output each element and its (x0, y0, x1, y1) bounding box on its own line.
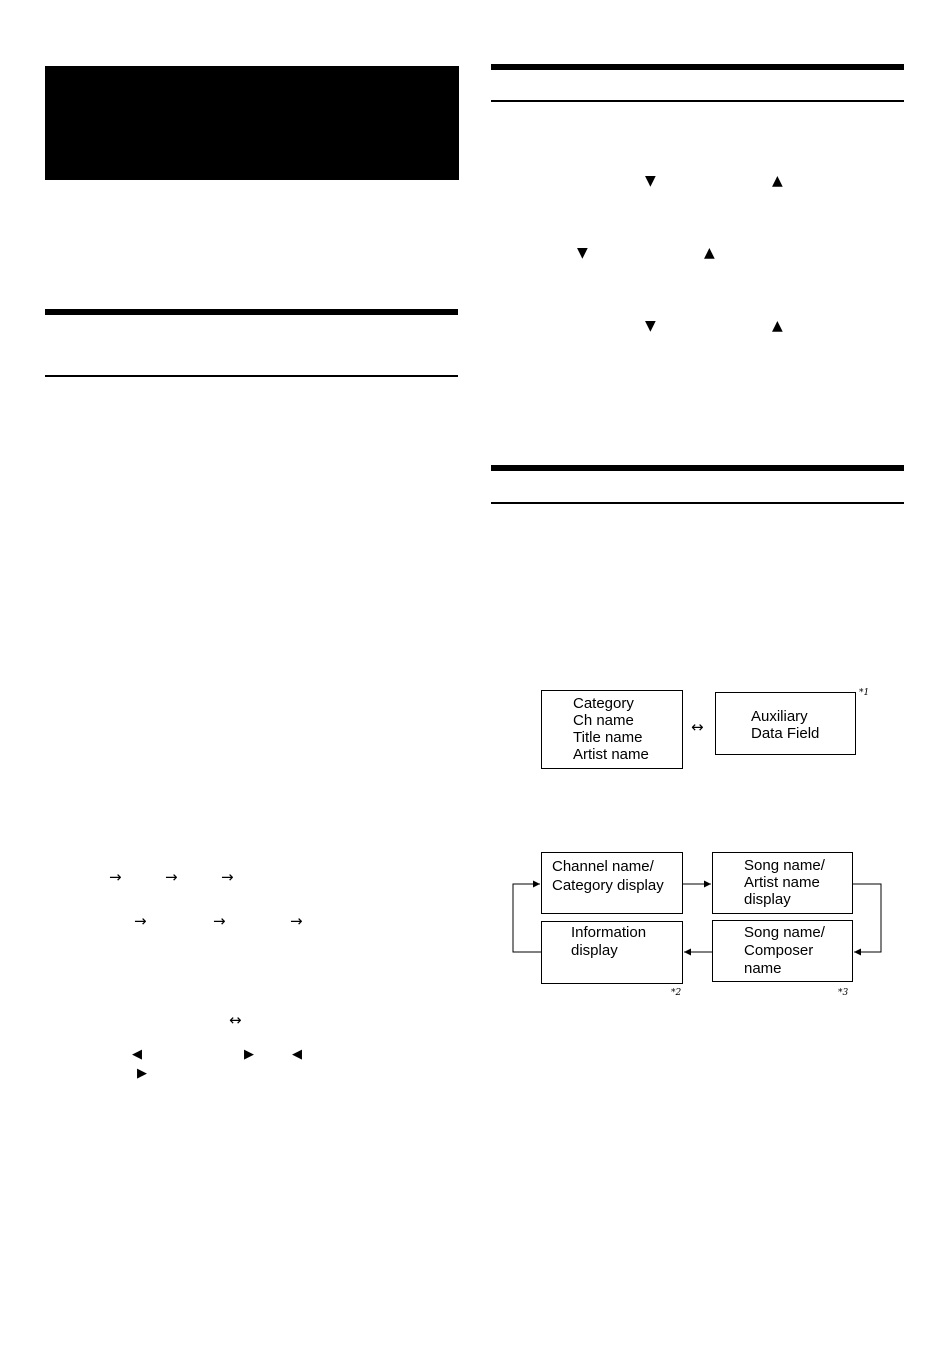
arrow-right-icon: → (221, 868, 234, 886)
box-line: Category display (552, 877, 664, 894)
box-line: Channel name/ (552, 858, 654, 875)
triangle-up-icon: ▲ (772, 318, 783, 334)
footnote-marker: *1 (859, 688, 870, 698)
arrow-right-icon: → (213, 912, 226, 930)
box-line: display (571, 942, 618, 959)
box-line: Song name/ (744, 857, 825, 874)
box-line: Category (573, 695, 634, 712)
triangle-up-icon: ▲ (704, 245, 715, 261)
box-line: display (744, 891, 791, 908)
box-line: Artist name (744, 874, 820, 891)
triangle-right-icon: ▶ (244, 1047, 254, 1062)
triangle-up-icon: ▲ (772, 173, 783, 189)
footnote-marker: *2 (671, 988, 682, 998)
box-line: Title name (573, 729, 643, 746)
footnote-marker: *3 (838, 988, 849, 998)
box-line: name (744, 960, 782, 977)
triangle-left-icon: ◀ (292, 1047, 302, 1062)
triangle-down-icon: ▼ (645, 173, 656, 189)
box-line: Ch name (573, 712, 634, 729)
arrow-right-icon: → (134, 912, 147, 930)
triangle-down-icon: ▼ (645, 318, 656, 334)
triangle-right-icon: ▶ (137, 1066, 147, 1081)
connector-arrow (853, 884, 881, 952)
box-line: Song name/ (744, 924, 825, 941)
arrow-right-icon: → (165, 868, 178, 886)
box-line: Composer (744, 942, 814, 959)
box-line: Auxiliary (751, 708, 808, 725)
arrow-right-icon: → (290, 912, 303, 930)
connector-arrow (513, 884, 541, 952)
arrow-right-icon: → (109, 868, 122, 886)
triangle-down-icon: ▼ (577, 245, 588, 261)
arrow-both-icon: ↔ (229, 1011, 242, 1029)
box-line: Data Field (751, 725, 820, 742)
box-line: Information (571, 924, 647, 941)
triangle-left-icon: ◀ (132, 1047, 142, 1062)
box-line: Artist name (573, 746, 649, 763)
arrow-both-icon: ↔ (691, 718, 704, 736)
